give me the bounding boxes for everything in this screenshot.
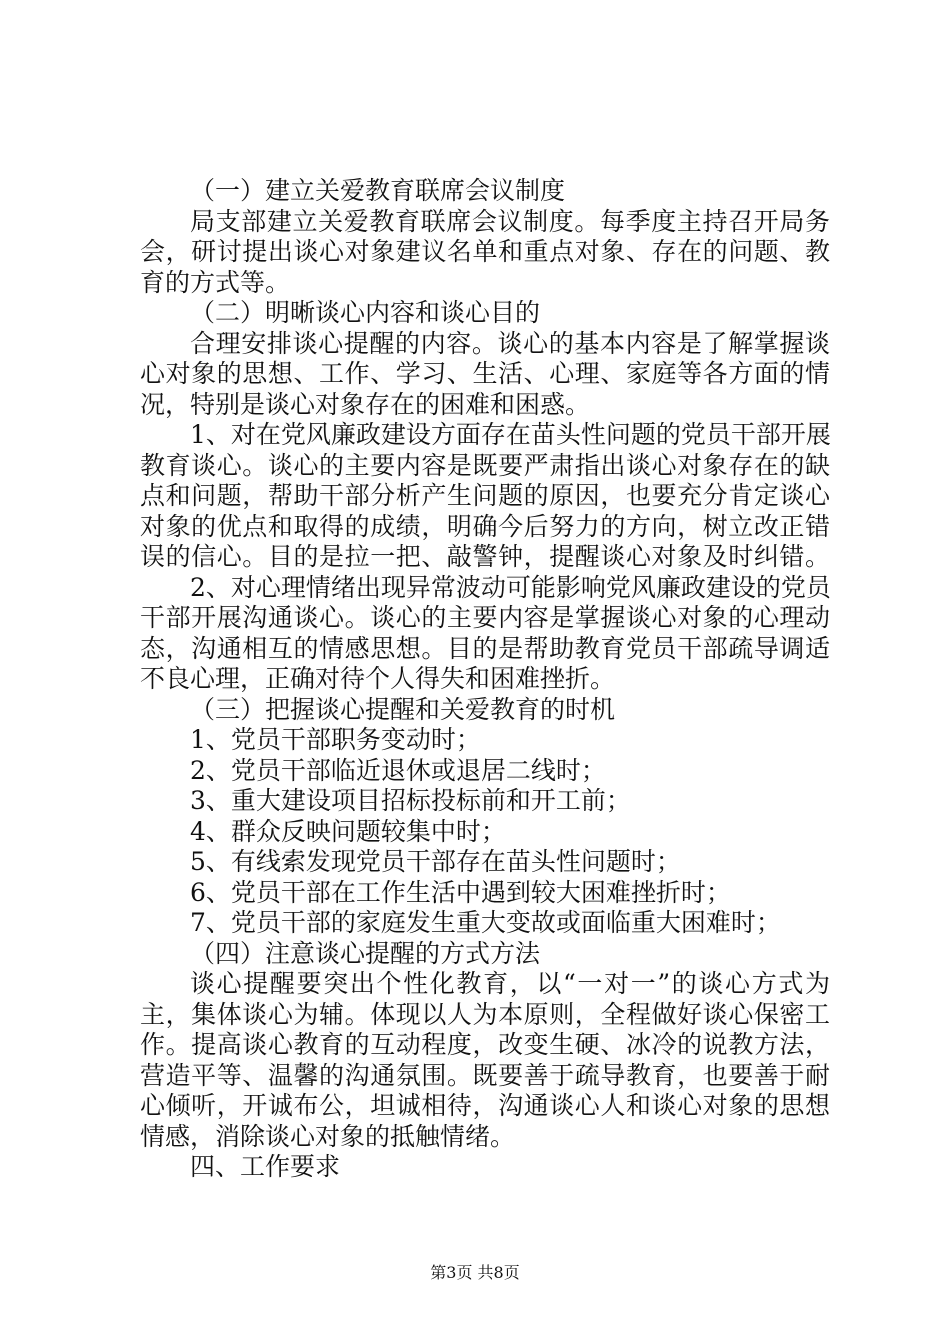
paragraph-line: 点和问题，帮助干部分析产生问题的原因，也要充分肯定谈心 (140, 481, 830, 510)
paragraph-line: 心倾听，开诚布公，坦诚相待，沟通谈心人和谈心对象的思想 (140, 1091, 830, 1120)
paragraph-line: 心对象的思想、工作、学习、生活、心理、家庭等各方面的情 (140, 359, 830, 388)
paragraph-line: 四、工作要求 (190, 1152, 341, 1181)
paragraph-line: 育的方式等。 (140, 267, 291, 297)
paragraph-line: 2、党员干部临近退休或退居二线时； (190, 755, 606, 785)
paragraph-line: 营造平等、温馨的沟通氛围。既要善于疏导教育，也要善于耐 (140, 1060, 830, 1090)
page-footer: 第3页 共8页 (430, 1263, 520, 1282)
paragraph-line: 情感，消除谈心对象的抵触情绪。 (140, 1121, 516, 1151)
paragraph-line: （四）注意谈心提醒的方式方法 (190, 938, 541, 968)
paragraph-line: 干部开展沟通谈心。谈心的主要内容是掌握谈心对象的心理动 (140, 603, 830, 632)
paragraph-line: 3、重大建设项目招标投标前和开工前； (190, 786, 631, 815)
paragraph-line: （一）建立关爱教育联席会议制度 (190, 176, 566, 205)
paragraph-line: 不良心理，正确对待个人得失和困难挫折。 (140, 664, 616, 693)
paragraph-line: （二）明晰谈心内容和谈心目的 (190, 298, 541, 327)
paragraph-line: 主，集体谈心为辅。体现以人为本原则，全程做好谈心保密工 (140, 999, 830, 1029)
paragraph-line: 6、党员干部在工作生活中遇到较大困难挫折时； (190, 877, 731, 907)
paragraph-line: 2、对心理情绪出现异常波动可能影响党风廉政建设的党员 (190, 572, 831, 602)
paragraph-line: （三）把握谈心提醒和关爱教育的时机 (190, 694, 616, 724)
paragraph-line: 会，研讨提出谈心对象建议名单和重点对象、存在的问题、教 (140, 237, 830, 266)
paragraph-line: 1、党员干部职务变动时； (190, 725, 481, 754)
paragraph-line: 4、群众反映问题较集中时； (190, 816, 506, 846)
paragraph-line: 态，沟通相互的情感思想。目的是帮助教育党员干部疏导调适 (140, 633, 830, 663)
paragraph-line: 谈心提醒要突出个性化教育，以“一对一”的谈心方式为 (190, 969, 830, 998)
paragraph-line: 7、党员干部的家庭发生重大变故或面临重大困难时； (190, 908, 781, 937)
paragraph-line: 合理安排谈心提醒的内容。谈心的基本内容是了解掌握谈 (190, 328, 830, 358)
paragraph-line: 局支部建立关爱教育联席会议制度。每季度主持召开局务 (190, 206, 830, 236)
paragraph-line: 对象的优点和取得的成绩，明确今后努力的方向，树立改正错 (140, 511, 830, 541)
paragraph-line: 作。提高谈心教育的互动程度，改变生硬、冰冷的说教方法， (140, 1030, 830, 1059)
paragraph-line: 教育谈心。谈心的主要内容是既要严肃指出谈心对象存在的缺 (140, 450, 830, 480)
document-body (140, 176, 830, 1183)
paragraph-line: 1、对在党风廉政建设方面存在苗头性问题的党员干部开展 (190, 420, 831, 449)
paragraph-line: 误的信心。目的是拉一把、敲警钟，提醒谈心对象及时纠错。 (140, 542, 830, 571)
paragraph-line: 况，特别是谈心对象存在的困难和困惑。 (140, 389, 591, 419)
paragraph-line: 5、有线索发现党员干部存在苗头性问题时； (190, 847, 681, 876)
